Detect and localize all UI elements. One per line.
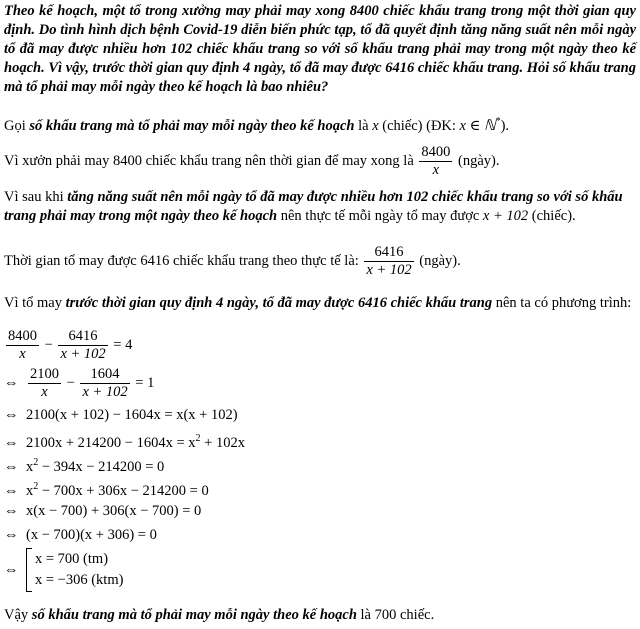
system-bracket xyxy=(26,548,32,592)
fraction-actual-time: $\frac{6416}{x + 102}$ xyxy=(366,244,412,278)
equation-3: ⇔ 2100(x + 102) − 1604x = x(x + 102) xyxy=(4,404,238,426)
equation-9-system: ⇔ x = 700 (tm) x = −306 (ktm) xyxy=(4,548,123,592)
equivalence-arrow: ⇔ xyxy=(4,434,19,451)
step-actual-time: Thời gian tổ may được 6416 chiếc khẩu trang theo thực tế là: $\frac{6416}{x + 102}$ (ngày). xyxy=(4,244,461,278)
equivalence-arrow: ⇔ xyxy=(4,562,19,578)
equivalence-arrow: ⇔ xyxy=(4,374,19,391)
equation-4: ⇔ $2100x + 214200 - 1604x = x^2 + 102x$ xyxy=(4,428,245,454)
equivalence-arrow: ⇔ xyxy=(4,527,19,543)
step-planned-time: Vì xưởn phải may 8400 chiếc khẩu trang nên thời gian để may xong là $\frac{8400}{x}$ (ngày). xyxy=(4,144,500,178)
fraction-planned-time: $\frac{8400}{x}$ xyxy=(421,144,451,178)
step-define-variable: Gọi số khẩu trang mà tổ phải may mỗi ngày theo kế hoạch là x (chiếc) (ĐK: x ∈ ℕ*). xyxy=(4,116,510,134)
equivalence-arrow: ⇔ xyxy=(4,482,19,499)
equation-5: ⇔ $x^2 - 394x - 214200 = 0$ xyxy=(4,452,164,478)
equivalence-arrow: ⇔ xyxy=(4,458,19,475)
equivalence-arrow: ⇔ xyxy=(4,503,19,519)
problem-statement: Theo kế hoạch, một tổ trong xưởng may phải may xong 8400 chiếc khẩu trang trong một thời gian quy định. Do tình hình dịch bệnh Covid-19 diễn biến phức tạp, tổ đã quyết định tăng năng suất nên mỗi ngày tổ đã may được nhiều hơn 102 chiếc khẩu trang so với số khẩu trang phải may trong một ngày theo kế hoạch. Vì vậy, trước thời gian quy định 4 ngày, tổ đã may được 6416 chiếc khẩu trang. Hỏi số khẩu trang mà tổ phải may mỗi ngày theo kế hoạch là bao nhiêu? xyxy=(4,3,636,95)
equation-2: ⇔ $\frac{2100}{x}$ − $\frac{1604}{x + 102}$ = 1 xyxy=(4,366,155,400)
step-actual-rate: Vì sau khi tăng năng suất nên mỗi ngày tổ đã may được nhiều hơn 102 chiếc khẩu trang so với số khẩu trang phải may trong một ngày theo kế hoạch nên thực tế mỗi ngày tổ may được x + 102 (chiếc). xyxy=(4,189,623,224)
equation-7: ⇔ x(x − 700) + 306(x − 700) = 0 xyxy=(4,500,201,522)
equation-6: ⇔ $x^2 - 700x + 306x - 214200 = 0$ xyxy=(4,476,209,502)
equation-8: ⇔ (x − 700)(x + 306) = 0 xyxy=(4,524,157,546)
equation-1: $\frac{8400}{x}$ − $\frac{6416}{x + 102}$ = 4 xyxy=(8,328,133,362)
equivalence-arrow: ⇔ xyxy=(4,407,19,423)
conclusion: Vậy số khẩu trang mà tổ phải may mỗi ngày theo kế hoạch là 700 chiếc. xyxy=(4,607,435,623)
step-equation-intro: Vì tổ may trước thời gian quy định 4 ngày, tổ đã may được 6416 chiếc khẩu trang nên ta có phương trình: xyxy=(4,295,632,311)
